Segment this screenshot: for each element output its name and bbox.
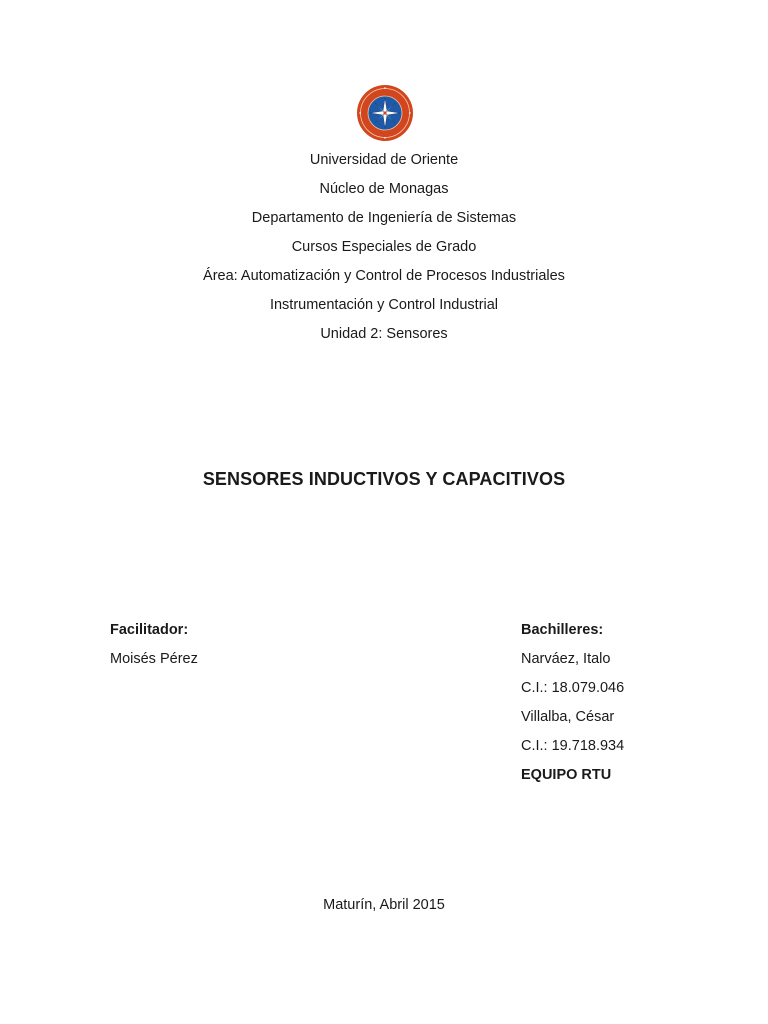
facilitator-block	[110, 620, 198, 678]
header-course: Cursos Especiales de Grado	[291, 239, 477, 255]
place-date: Maturín, Abril 2015	[323, 897, 445, 913]
document-title: SENSORES INDUCTIVOS Y CAPACITIVOS	[202, 469, 566, 489]
students-block	[521, 620, 624, 794]
facilitator-name: Moisés Pérez	[110, 651, 198, 667]
student-id: C.I.: 18.079.046	[521, 680, 625, 696]
institution-header	[0, 149, 768, 352]
header-campus: Núcleo de Monagas	[319, 181, 449, 197]
facilitator-heading: Facilitador:	[110, 622, 189, 638]
student-id: C.I.: 19.718.934	[521, 738, 625, 754]
header-unit: Unidad 2: Sensores	[320, 326, 448, 342]
header-area: Área: Automatización y Control de Procesos Industriales	[203, 268, 565, 284]
header-department: Departamento de Ingeniería de Sistemas	[251, 210, 517, 226]
university-seal-icon	[356, 84, 414, 142]
student-name: Narváez, Italo	[521, 651, 611, 667]
students-heading: Bachilleres:	[521, 622, 604, 638]
student-name: Villalba, César	[521, 709, 615, 725]
header-university: Universidad de Oriente	[309, 152, 459, 168]
team-name: EQUIPO RTU	[521, 767, 612, 783]
header-subject: Instrumentación y Control Industrial	[269, 297, 499, 313]
